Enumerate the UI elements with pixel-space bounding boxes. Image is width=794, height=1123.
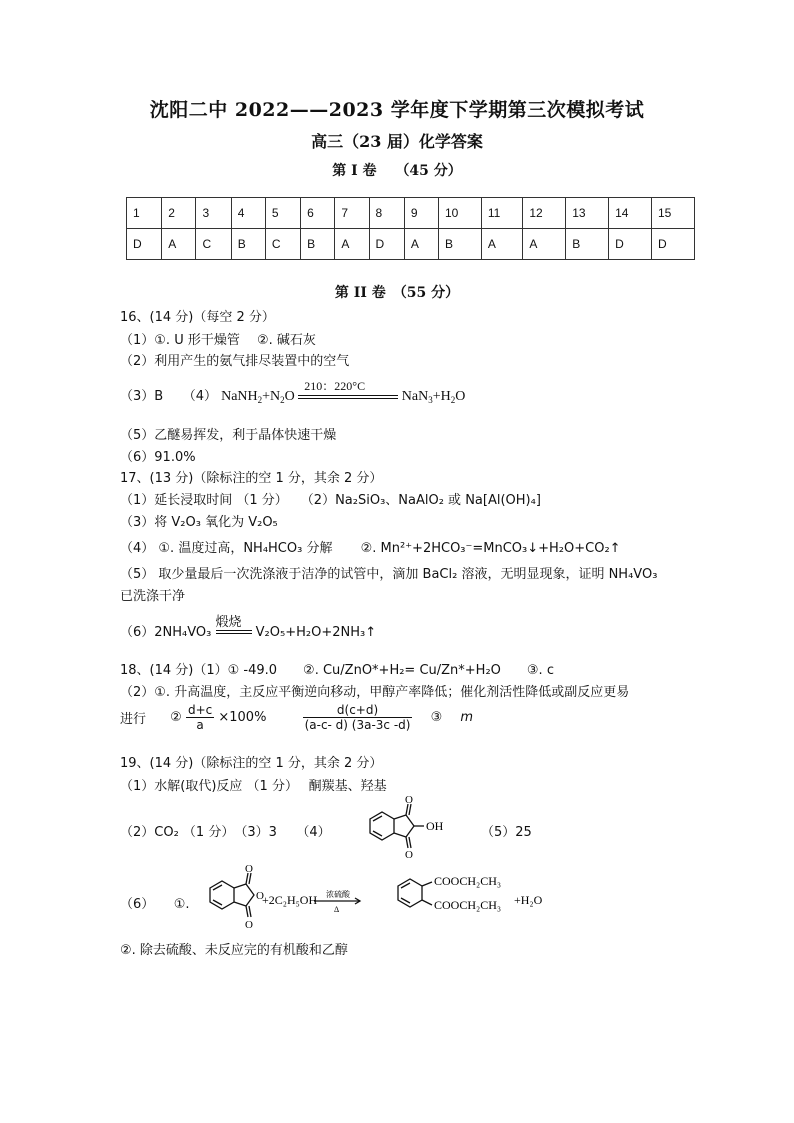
q16-heading: 16、(14 分)（每空 2 分） bbox=[120, 310, 275, 325]
answer-table-answer-cell: D bbox=[609, 229, 652, 260]
q17-part5: （5） 取少量最后一次洗涤液于洁净的试管中，滴加 BaCl₂ 溶液，无明显现象，证明 NH₄VO₃ bbox=[120, 567, 658, 582]
q18-answer-m: m bbox=[460, 710, 474, 725]
q17-part4 bbox=[120, 537, 621, 556]
answer-table-number-cell: 4 bbox=[231, 198, 265, 229]
q17-part6 bbox=[120, 614, 377, 640]
answer-table-answer-cell: A bbox=[481, 229, 522, 260]
answer-table-answer-cell: D bbox=[369, 229, 404, 260]
q16-equation: $NaNH_2+N_2O$ 210：220°C $NaN_3+H_2O$ bbox=[221, 378, 466, 405]
q16-part3-4 bbox=[120, 378, 466, 405]
q16-part6: （6）91.0% bbox=[120, 450, 196, 465]
ester-group-1: COOCH₂CH₃ bbox=[434, 874, 502, 888]
frac1-numerator: d+c bbox=[187, 703, 213, 717]
q16-part1: （1）①. U 形干燥管 ②. 碱石灰 bbox=[120, 333, 316, 348]
section-1-heading: 第 I 卷 （45 分） bbox=[332, 163, 462, 179]
o-label-bottom: O bbox=[405, 849, 413, 861]
answer-table-number-cell: 10 bbox=[439, 198, 482, 229]
reagent-ethanol: +2C₂H₅OH bbox=[262, 893, 318, 907]
q17-part6-left: （6）2NH₄VO₃ bbox=[120, 625, 212, 640]
answer-table-answer-cell: D bbox=[652, 229, 695, 260]
answer-table-number-cell: 6 bbox=[301, 198, 335, 229]
q18-part2: （2）①. 升高温度，主反应平衡逆向移动，甲醇产率降低；催化剂活性降低或副反应更易 bbox=[120, 685, 630, 700]
answer-table-number-cell: 15 bbox=[652, 198, 695, 229]
eq-condition: 210：220°C bbox=[304, 378, 366, 393]
q16-part2: （2）利用产生的氨气排尽装置中的空气 bbox=[120, 354, 350, 369]
answer-table-number-cell: 13 bbox=[566, 198, 609, 229]
answer-table bbox=[126, 197, 695, 260]
eq-plus-n: +N bbox=[262, 389, 281, 404]
answer-table-answer-cell: B bbox=[301, 229, 335, 260]
condition-h2so4: 浓硫酸 bbox=[326, 890, 350, 899]
eq-nan3: NaN bbox=[401, 389, 429, 404]
answer-table-answer-cell: B bbox=[439, 229, 482, 260]
q18-part2-jinxing: 进行 bbox=[120, 712, 147, 727]
answer-table-number-row bbox=[127, 198, 695, 229]
q19-heading: 19、(14 分)（除标注的空 1 分，其余 2 分） bbox=[120, 756, 383, 771]
q17-part5-cont: 已洗涤干净 bbox=[120, 589, 186, 604]
answer-table-number-cell: 11 bbox=[481, 198, 522, 229]
q18-percent: ×100% bbox=[218, 710, 267, 725]
frac2-denominator: (a-c- d) (3a-3c -d) bbox=[304, 718, 411, 732]
answer-table-answer-cell: C bbox=[265, 229, 300, 260]
o-label-anhydride-ring: O bbox=[256, 890, 264, 902]
answer-table-number-cell: 14 bbox=[609, 198, 652, 229]
q18-heading: 18、(14 分)（1）① -49.0 ②. Cu/ZnO*+H₂= Cu/Zn*+H₂O ③. c bbox=[120, 663, 554, 678]
q17-arrow bbox=[215, 614, 252, 638]
q17-part3: （3）将 V₂O₃ 氧化为 V₂O₅ bbox=[120, 515, 278, 530]
answer-table-number-cell: 9 bbox=[404, 198, 438, 229]
q17-part6-right: V₂O₅+H₂O+2NH₃↑ bbox=[255, 625, 377, 640]
answer-table-number-cell: 5 bbox=[265, 198, 300, 229]
answer-table-answer-cell: A bbox=[404, 229, 438, 260]
q19-part2-label: （2）CO₂ （1 分） （3）3 （4） bbox=[120, 825, 331, 840]
q17-part4-b: ②. Mn²⁺+2HCO₃⁻=MnCO₃↓+H₂O+CO₂↑ bbox=[360, 541, 621, 556]
q18-fraction-1 bbox=[186, 703, 214, 732]
byproduct-water: +H₂O bbox=[514, 893, 543, 907]
q16-part5: （5）乙醚易挥发，利于晶体快速干燥 bbox=[120, 428, 337, 443]
eq-nanh: NaNH bbox=[221, 389, 258, 404]
answer-table-answer-cell: D bbox=[127, 229, 162, 260]
answer-table-answer-cell: A bbox=[162, 229, 196, 260]
q17-heading: 17、(13 分)（除标注的空 1 分，其余 2 分） bbox=[120, 471, 383, 486]
q17-part4-a: （4） ①. 温度过高，NH₄HCO₃ 分解 bbox=[120, 541, 333, 556]
ester-group-2: COOCH₂CH₃ bbox=[434, 898, 502, 912]
o-label-anhydride-bottom: O bbox=[245, 919, 253, 931]
exam-title: 沈阳二中 2022——2023 学年度下学期第三次模拟考试 bbox=[149, 99, 645, 121]
q19-part6-label: （6） ①. bbox=[120, 897, 190, 912]
q17-part1-2: （1）延长浸取时间 （1 分） （2）Na₂SiO₃、NaAlO₂ 或 Na[Al(OH)₄] bbox=[120, 493, 541, 508]
answer-table-answer-cell: B bbox=[566, 229, 609, 260]
answer-table-answer-cell: C bbox=[196, 229, 231, 260]
section-2-heading: 第 II 卷 （55 分） bbox=[334, 285, 460, 301]
q18-circ3: ③ bbox=[430, 710, 443, 725]
q17-condition: 煅烧 bbox=[215, 614, 242, 630]
eq-arrow bbox=[298, 378, 398, 402]
frac2-numerator: d(c+d) bbox=[303, 703, 413, 718]
condition-heat: Δ bbox=[334, 905, 340, 914]
q16-part3-4-label: （3）B （4） bbox=[120, 389, 217, 404]
q18-circ2: ② bbox=[170, 710, 182, 725]
oh-label: OH bbox=[426, 819, 444, 833]
q19-part2-3-4 bbox=[120, 821, 331, 840]
answer-table-number-cell: 12 bbox=[523, 198, 566, 229]
o-label-anhydride-top: O bbox=[245, 863, 253, 875]
answer-table-answer-row bbox=[127, 229, 695, 260]
eq-o2: O bbox=[455, 389, 466, 404]
eq-h2o: +H bbox=[432, 389, 451, 404]
q19-part6-b: ②. 除去硫酸、未反应完的有机酸和乙醇 bbox=[120, 943, 348, 958]
answer-table-number-cell: 1 bbox=[127, 198, 162, 229]
q19-part1: （1）水解(取代)反应 （1 分） 酮羰基、羟基 bbox=[120, 779, 387, 794]
q18-fraction-2 bbox=[303, 703, 413, 732]
answer-table-answer-cell: A bbox=[523, 229, 566, 260]
q19-part5: （5）25 bbox=[481, 825, 532, 840]
answer-table-number-cell: 8 bbox=[369, 198, 404, 229]
q19-structure-4 bbox=[362, 795, 482, 865]
exam-subtitle: 高三（23 届）化学答案 bbox=[311, 132, 483, 151]
q18-part2-cont bbox=[120, 703, 473, 732]
o-label-top: O bbox=[405, 795, 413, 806]
q19-reaction-6 bbox=[200, 862, 560, 936]
answer-table-number-cell: 7 bbox=[335, 198, 369, 229]
eq-o: O bbox=[284, 389, 295, 404]
answer-table-number-cell: 3 bbox=[196, 198, 231, 229]
answer-table-answer-cell: B bbox=[231, 229, 265, 260]
answer-table-number-cell: 2 bbox=[162, 198, 196, 229]
frac1-denominator: a bbox=[196, 718, 204, 732]
answer-table-answer-cell: A bbox=[335, 229, 369, 260]
